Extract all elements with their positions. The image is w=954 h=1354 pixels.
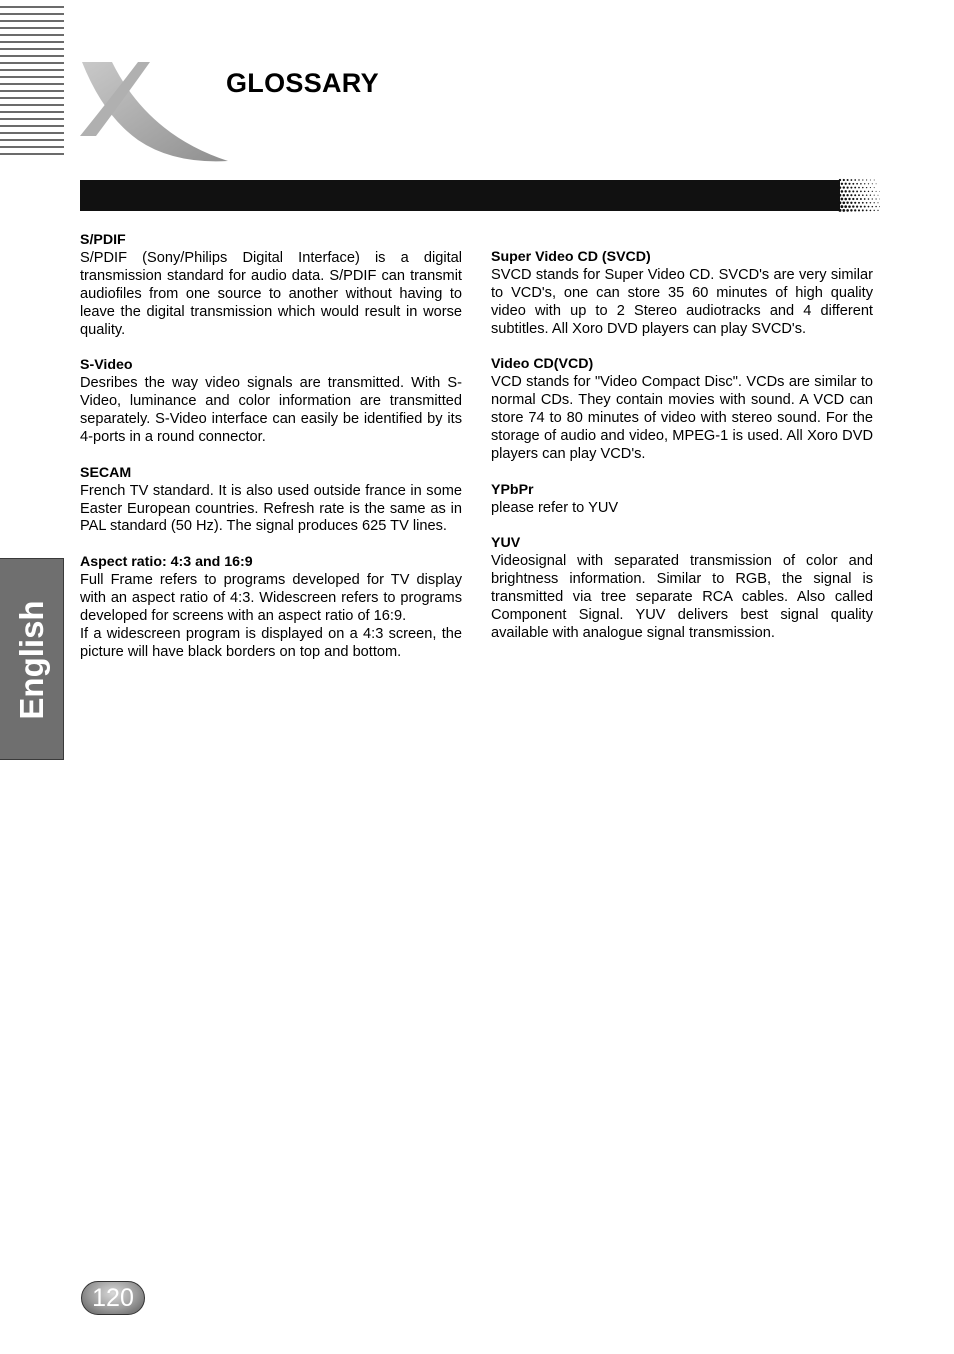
definition-paragraph: VCD stands for "Video Compact Disc". VCDs are similar to normal CDs. They contain movies with sound. A VCD can store 74 to 80 minutes of video with stereo sound. For the storage of audio and video, MPEG-1 is used. All Xoro DVD players can play VCD's. xyxy=(491,374,873,462)
glossary-term: YUV xyxy=(491,535,521,552)
glossary-definition xyxy=(491,267,873,339)
glossary-entry-secam xyxy=(80,465,462,537)
left-column xyxy=(80,232,462,680)
right-column xyxy=(491,249,873,661)
page-number: 120 xyxy=(81,1281,145,1315)
glossary-definition xyxy=(491,500,873,518)
definition-paragraph: Full Frame refers to programs developed for TV display with an aspect ratio of 4:3. Widescreen refers to programs developed for screens with an aspect ratio of 16:9. xyxy=(80,572,462,624)
glossary-term: Video CD(VCD) xyxy=(491,356,594,373)
glossary-entry-aspect-ratio xyxy=(80,554,462,661)
glossary-definition xyxy=(491,553,873,643)
header-bar xyxy=(80,180,840,211)
glossary-definition xyxy=(491,374,873,464)
glossary-term: Aspect ratio: 4:3 and 16:9 xyxy=(80,554,253,571)
definition-paragraph: SVCD stands for Super Video CD. SVCD's are very similar to VCD's, one can store 35 60 minutes of high quality video with up to 2 Stereo audiotracks and 4 different subtitles. All Xoro DVD players can play SVCD's. xyxy=(491,266,873,337)
glossary-term: Super Video CD (SVCD) xyxy=(491,249,651,265)
definition-paragraph: If a widescreen program is displayed on a 4:3 screen, the picture will have black borders on top and bottom. xyxy=(80,625,462,660)
dot-pattern xyxy=(838,178,880,214)
header-stripes xyxy=(0,6,64,164)
glossary-entry-vcd xyxy=(491,356,873,463)
definition-paragraph: please refer to YUV xyxy=(491,499,619,516)
definition-paragraph: French TV standard. It is also used outside france in some Easter European countries. Refresh rate is the same as in PAL standard (50 Hz). The signal produces 625 TV lines. xyxy=(80,482,462,535)
language-tab-label: English xyxy=(13,600,50,720)
glossary-definition xyxy=(80,572,462,662)
glossary-entry-svcd xyxy=(491,249,873,339)
glossary-entry-svideo xyxy=(80,357,462,447)
glossary-definition xyxy=(80,483,462,537)
glossary-term: SECAM xyxy=(80,464,132,481)
glossary-definition xyxy=(80,375,462,447)
page-title: GLOSSARY xyxy=(226,68,379,98)
definition-paragraph: Videosignal with separated transmission of color and brightness information. Similar to RGB, the signal is transmitted via tree separate RCA cables. Also called Component Signal. YUV delivers best signal quality available with analogue signal transmission. xyxy=(491,553,873,641)
glossary-definition xyxy=(80,250,462,340)
glossary-entry-yuv xyxy=(491,535,873,642)
glossary-entry-spdif xyxy=(80,232,462,339)
glossary-term: S/PDIF xyxy=(80,232,126,248)
definition-paragraph: Desribes the way video signals are transmitted. With S-Video, luminance and color information are transmitted separately. S-Video interface can easily be identified by its 4-ports in a round connector. xyxy=(80,375,462,445)
glossary-term: YPbPr xyxy=(491,481,534,498)
glossary-term: S-Video xyxy=(80,357,133,374)
brand-x-logo xyxy=(78,60,228,164)
definition-paragraph: S/PDIF (Sony/Philips Digital Interface) is a digital transmission standard for audio data. S/PDIF can transmit audiofiles from one source to another without having to leave the digital transmission which would result in worse quality. xyxy=(80,249,462,338)
glossary-entry-ypbpr xyxy=(491,482,873,518)
language-tab xyxy=(0,558,64,760)
